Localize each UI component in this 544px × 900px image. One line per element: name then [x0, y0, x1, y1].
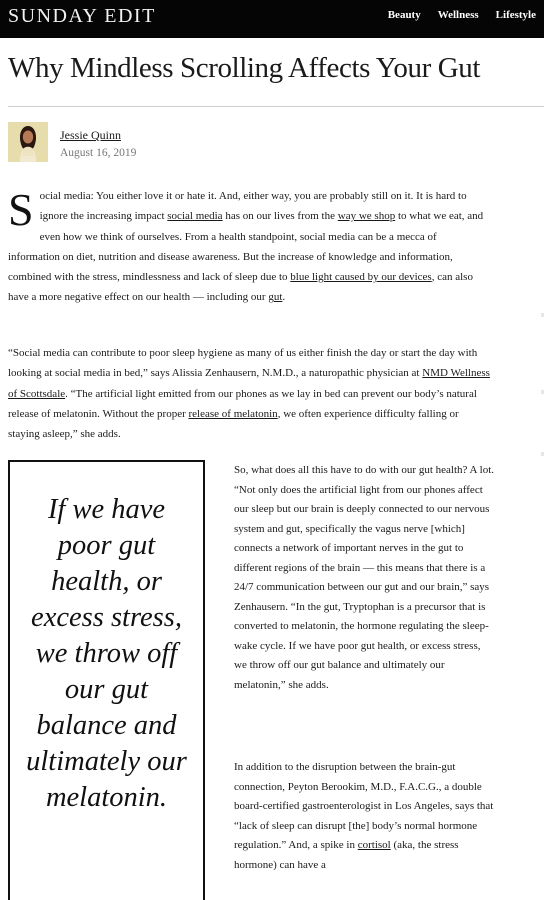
intro-text-3: to what we eat, and even how we think of ourselves. From a health standpoint, social media can be a mecca of information on diet, nutrition and disease awareness. But the increase of knowledge and information, combined with the stress, mindlessness and lack of sleep due to [8, 210, 484, 284]
link-gut[interactable]: gut [268, 291, 283, 304]
link-nmd-wellness[interactable]: NMD Wellness of Scottsdale [8, 367, 490, 400]
quote-paragraph [8, 343, 491, 444]
drop-cap: S [8, 184, 34, 235]
pull-quote: If we have poor gut health, or excess stress, we throw off our gut balance and ultimately our melatonin. [26, 494, 187, 813]
main-nav [388, 9, 536, 21]
brain-gut-text-2: (aka, the stress hormone) can have a [234, 839, 459, 871]
quote-text-1: “Social media can contribute to poor sleep hygiene as many of us either finish the day or start the day with looking at social media in bed,” says Alissia Zenhausern, N.M.D., a naturopathic physician at [8, 347, 478, 380]
author-portrait-icon [8, 122, 48, 162]
site-logo[interactable]: SUNDAY EDIT [8, 5, 156, 27]
intro-text-1: ocial media: You either love it or hate it. And, either way, you are probably still on it. It is hard to ignore the increasing impact [39, 190, 467, 223]
nav-link-lifestyle[interactable]: Lifestyle [495, 9, 536, 21]
intro-text-5: . [282, 291, 286, 304]
link-social-media[interactable]: social media [167, 210, 223, 223]
intro-paragraph [8, 186, 491, 308]
link-blue-light[interactable]: blue light caused by our devices [290, 271, 432, 284]
title-divider [8, 106, 544, 107]
link-release-of-melatonin[interactable]: release of melatonin [188, 407, 278, 420]
nav-link-beauty[interactable]: Beauty [387, 9, 421, 21]
article-title: Why Mindless Scrolling Affects Your Gut [8, 52, 481, 84]
quote-text-2: . “The artificial light emitted from our phones as we lay in bed can prevent our body’s natural release of melatonin. Without the proper [8, 387, 477, 420]
publish-date: August 16, 2019 [60, 147, 137, 159]
author-avatar[interactable] [8, 122, 48, 162]
link-way-we-shop[interactable]: way we shop [337, 210, 396, 223]
pull-quote-box [8, 460, 205, 900]
gut-health-paragraph: So, what does all this have to do with our gut health? A lot. “Not only does the artificial light from our phones affect our sleep but our brain is deeply connected to our nervous system and gut, specifically the vagus nerve [which] connects a network of important nerves in the gut to different regions of the brain — this means that there is a 24/7 communication between our gut and our brain,” says Zenhausern. “In the gut, Tryptophan is a precursor that is converted to melatonin, the hormone regulating the sleep-wake cycle. If we have poor gut health, or excess stress, we throw off our gut balance and ultimately our melatonin,” she adds. [234, 464, 494, 691]
quote-text-3: , we often experience difficulty falling or staying asleep,” she adds. [8, 407, 459, 441]
author-name-link[interactable]: Jessie Quinn [60, 128, 121, 142]
brain-gut-text-1: In addition to the disruption between the brain-gut connection, Peyton Berookim, M.D., F.A.C.G., a double board-certified gastroenterologist in Los Angeles, says that “lack of sleep can disrupt [the] body’s normal hormone regulation.” And, a spike in [234, 761, 494, 851]
nav-link-wellness[interactable]: Wellness [437, 9, 479, 21]
brain-gut-paragraph [234, 758, 496, 875]
link-cortisol[interactable]: cortisol [357, 839, 391, 851]
intro-text-4: , can also have a more negative effect on our health — including our [8, 271, 473, 304]
top-nav-bar [0, 0, 544, 38]
intro-text-2: has on our lives from the [222, 210, 338, 223]
